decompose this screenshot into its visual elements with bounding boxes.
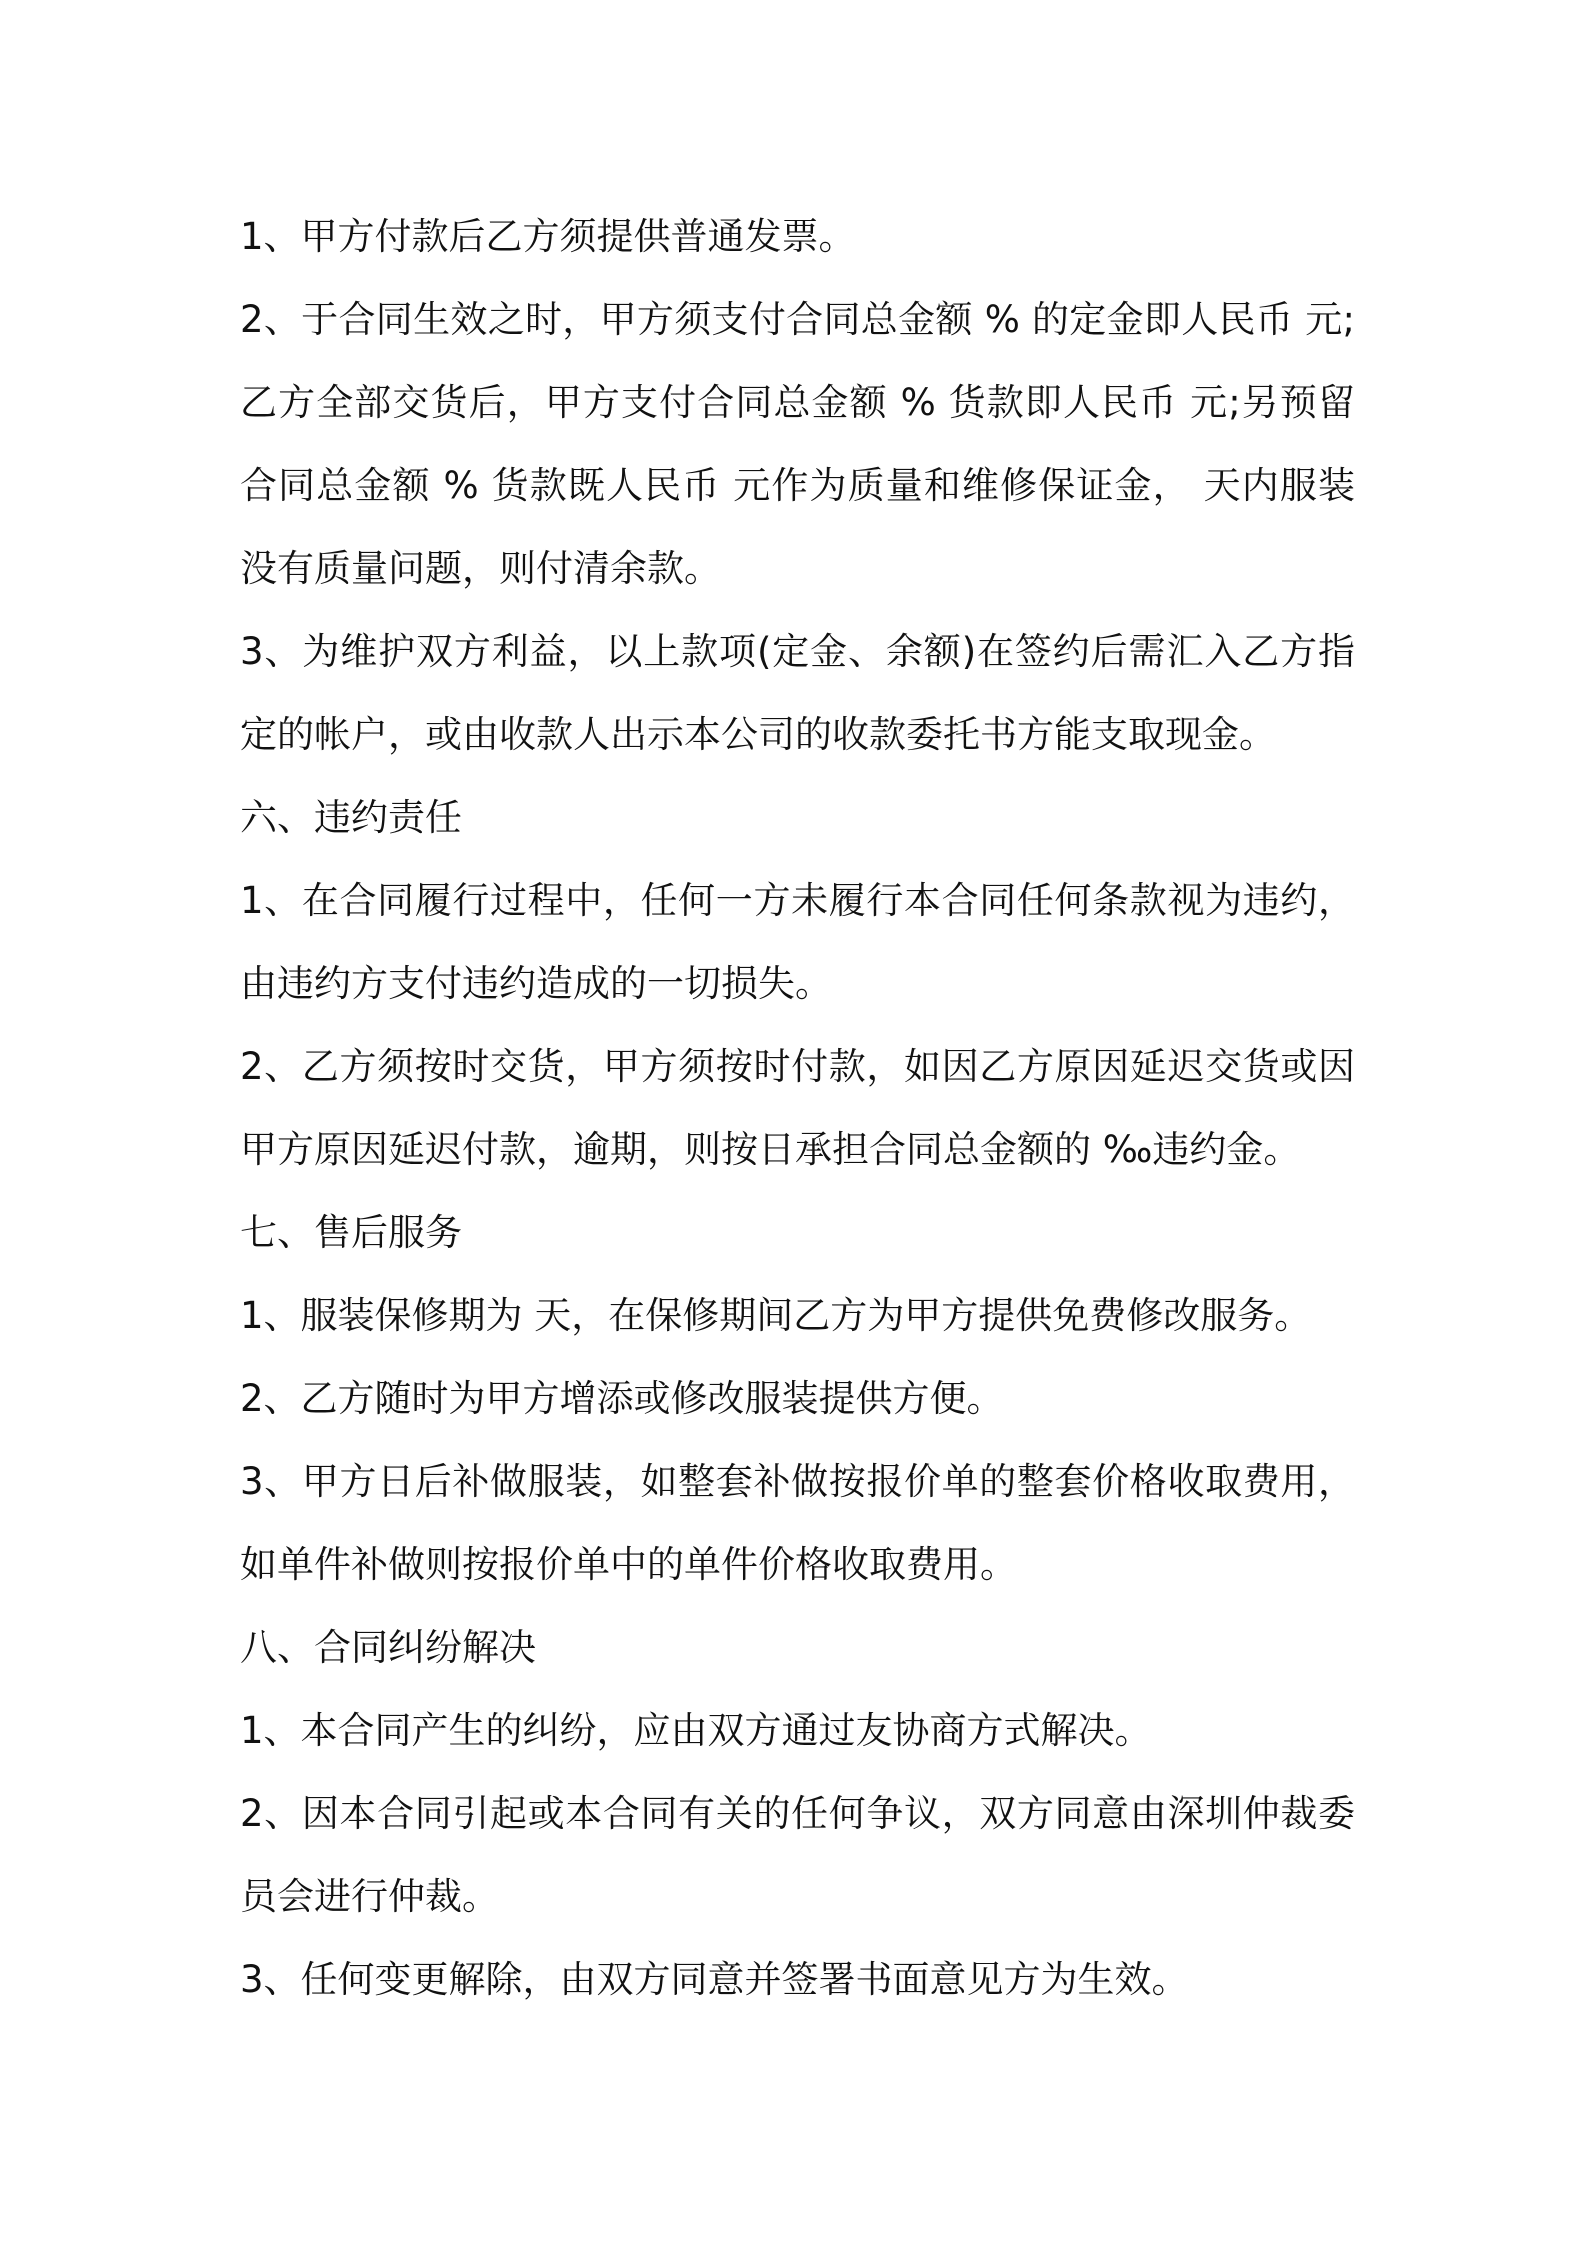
clause-payment-account: 3、为维护双方利益，以上款项(定金、余额)在签约后需汇入乙方指定的帐户，或由收款人出示本公司的收款委托书方能支取现金。 [240,630,1355,756]
clause-after-sales-convenience: 2、乙方随时为甲方增添或修改服装提供方便。 [240,1377,1004,1420]
clause-breach-delay: 2、乙方须按时交货，甲方须按时付款，如因乙方原因延迟交货或因甲方原因延迟付款，逾期，则按日承担合同总金额的 ‰违约金。 [240,1045,1355,1171]
clause-disputes-negotiation: 1、本合同产生的纠纷，应由双方通过友协商方式解决。 [240,1709,1152,1752]
clause-after-sales-reorder: 3、甲方日后补做服装，如整套补做按报价单的整套价格收取费用，如单件补做则按报价单中的单件价格收取费用。 [240,1460,1355,1586]
section-heading-disputes: 八、合同纠纷解决 [240,1626,536,1669]
clause-payment-invoice: 1、甲方付款后乙方须提供普通发票。 [240,215,856,258]
clause-after-sales-warranty: 1、服装保修期为 天，在保修期间乙方为甲方提供免费修改服务。 [240,1294,1312,1337]
section-heading-after-sales: 七、售后服务 [240,1211,462,1254]
clause-disputes-arbitration: 2、因本合同引起或本合同有关的任何争议，双方同意由深圳仲裁委员会进行仲裁。 [240,1792,1355,1918]
document-body [240,195,1355,2021]
clause-disputes-amendment: 3、任何变更解除，由双方同意并签署书面意见方为生效。 [240,1958,1189,2001]
clause-breach-general: 1、在合同履行过程中，任何一方未履行本合同任何条款视为违约，由违约方支付违约造成的一切损失。 [240,879,1355,1005]
section-heading-breach: 六、违约责任 [240,796,462,839]
clause-payment-deposit: 2、于合同生效之时，甲方须支付合同总金额 % 的定金即人民币 元;乙方全部交货后，甲方支付合同总金额 % 货款即人民币 元;另预留合同总金额 % 货款既人民币 元作为质量和维修保证金， 天内服装没有质量问题，则付清余款。 [240,298,1355,590]
